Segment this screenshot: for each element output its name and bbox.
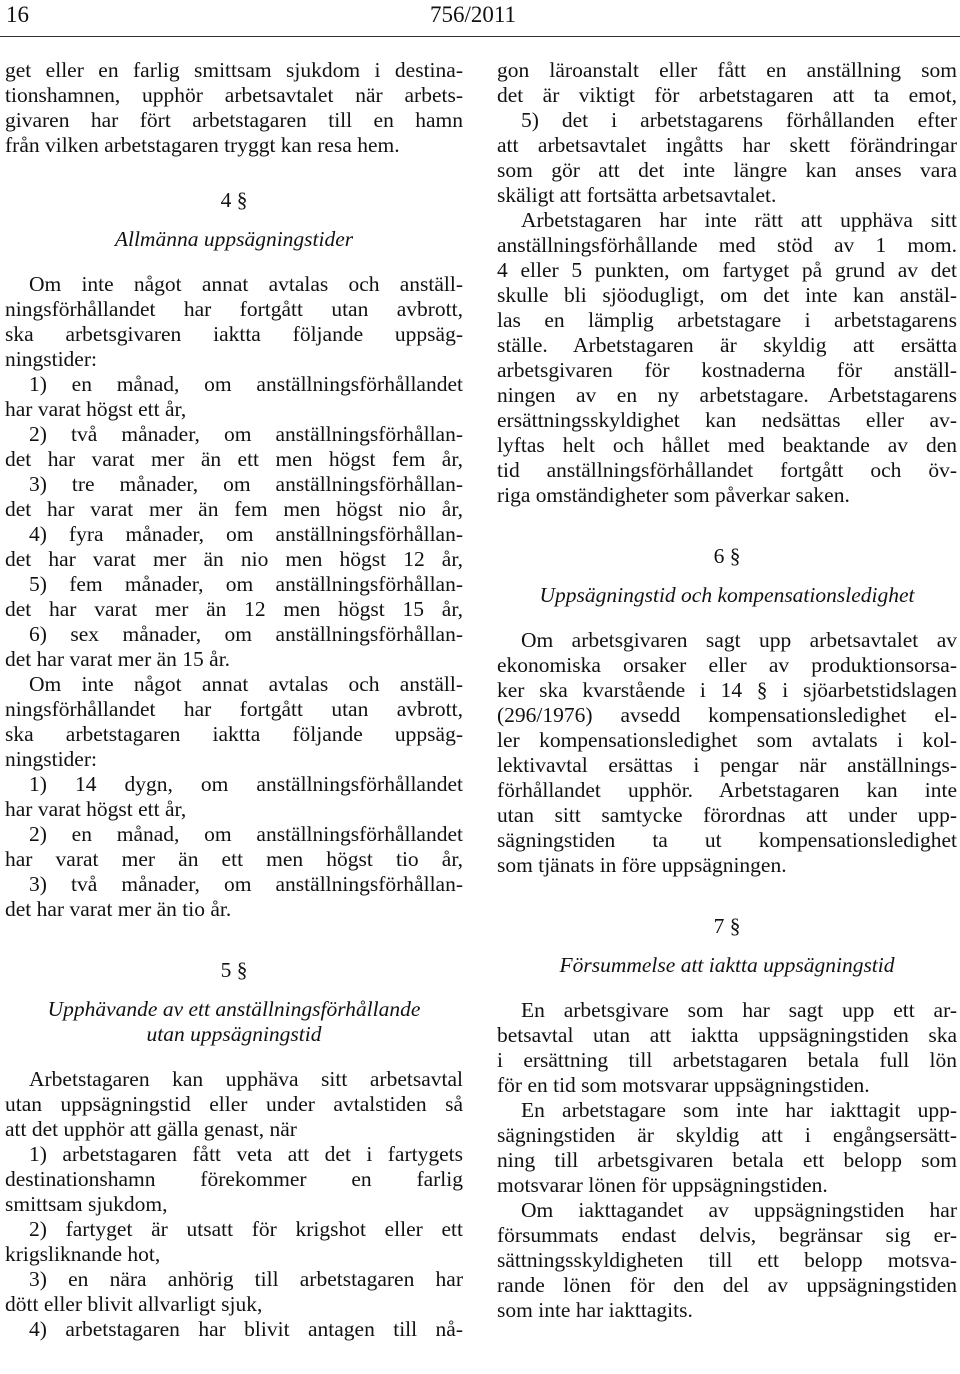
text-line: ersättningsskyldighet kan nedsättas eller av- bbox=[497, 408, 957, 432]
text-line: Arbetstagaren har inte rätt att upphäva sitt bbox=[521, 208, 957, 232]
paragraph-2 bbox=[497, 208, 957, 508]
text-line: sägningstiden ta ut kompensationsledighet bbox=[497, 828, 957, 852]
text-line: En arbetstagare som inte har iakttagit upp- bbox=[521, 1098, 957, 1122]
text-line: i ersättning till arbetstagaren betala full lön bbox=[497, 1048, 957, 1072]
left-column bbox=[5, 58, 463, 1342]
text-line: ningsförhållandet har fortgått utan avbrott, bbox=[5, 297, 463, 321]
text-line: 2) en månad, om anställningsförhållandet bbox=[29, 822, 463, 846]
section-7-paragraph-2 bbox=[497, 1098, 957, 1198]
text-line: 1) arbetstagaren fått veta att det i fartygets bbox=[29, 1142, 463, 1166]
text-line: tionshamnen, upphör arbetsavtalet när arbets- bbox=[5, 83, 463, 107]
text-line: (296/1976) avsedd kompensationsledighet el- bbox=[497, 703, 957, 727]
paragraph-continued bbox=[497, 58, 957, 208]
text-line: motsvarar lönen för uppsägningstiden. bbox=[497, 1173, 828, 1197]
text-line: krigsliknande hot, bbox=[5, 1242, 161, 1266]
text-line: ler kompensationsledighet som avtalats i kol- bbox=[497, 728, 957, 752]
section-7-paragraph-1 bbox=[497, 998, 957, 1098]
text-line: utan uppsägningstid eller under avtalstiden så bbox=[5, 1092, 463, 1116]
section-7-paragraph-3 bbox=[497, 1198, 957, 1323]
section-4-title: Allmänna uppsägningstider bbox=[114, 227, 354, 251]
text-line: ska arbetsgivaren iaktta följande uppsäg- bbox=[5, 322, 463, 346]
text-line: givaren har fört arbetstagaren till en hamn bbox=[5, 108, 463, 132]
text-line: las en lämplig arbetstagare i arbetstagarens bbox=[497, 308, 957, 332]
text-line: 2) fartyget är utsatt för krigshot eller ett bbox=[29, 1217, 463, 1241]
text-line: En arbetsgivare som har sagt upp ett ar- bbox=[521, 998, 957, 1022]
text-line: ningstider: bbox=[5, 347, 97, 371]
text-line: som tjänats in före uppsägningen. bbox=[497, 853, 787, 877]
text-line: 5) fem månader, om anställningsförhållan- bbox=[29, 572, 463, 596]
paragraph-intro bbox=[5, 58, 463, 158]
text-line: Om arbetsgivaren sagt upp arbetsavtalet av bbox=[521, 628, 957, 652]
text-line: sättningsskyldigheten till ett belopp motsva- bbox=[497, 1248, 957, 1272]
page-number: 16 bbox=[6, 2, 29, 27]
text-line: ker ska kvarstående i 14 § i sjöarbetstidslagen bbox=[497, 678, 957, 702]
text-line: 4 eller 5 punkten, om fartyget på grund av det bbox=[497, 258, 957, 282]
page-header bbox=[0, 0, 960, 40]
text-line: Om inte något annat avtalas och anställ- bbox=[29, 272, 463, 296]
text-line: försummats endast delvis, begränsar sig er- bbox=[497, 1223, 957, 1247]
text-line: riga omständigheter som påverkar saken. bbox=[497, 483, 850, 507]
text-line: ningstider: bbox=[5, 747, 97, 771]
header-rule bbox=[0, 36, 960, 37]
text-line: utan sitt samtycke förordnas att under upp- bbox=[497, 803, 957, 827]
text-line: det har varat mer än 12 men högst 15 år, bbox=[5, 597, 463, 621]
text-line: det har varat mer än fem men högst nio år, bbox=[5, 497, 463, 521]
section-7-number: 7 § bbox=[713, 914, 741, 938]
text-line: lektivavtal ersättas i pengar när anställnings- bbox=[497, 753, 957, 777]
text-line: ning till arbetsgivaren betala ett belopp som bbox=[497, 1148, 957, 1172]
text-line: 3) en nära anhörig till arbetstagaren har bbox=[29, 1267, 463, 1291]
text-line: Om iakttagandet av uppsägningstiden har bbox=[521, 1198, 957, 1222]
text-line: Om inte något annat avtalas och anställ- bbox=[29, 672, 463, 696]
text-line: att arbetsavtalet ingåtts har skett förändringar bbox=[497, 133, 957, 157]
text-line: ställe. Arbetstagaren är skyldig att ersätta bbox=[497, 333, 957, 357]
text-line: 2) två månader, om anställningsförhållan- bbox=[29, 422, 463, 446]
text-line: ningen av en ny arbetstagare. Arbetstagarens bbox=[497, 383, 957, 407]
section-7-title: Försummelse att iaktta uppsägningstid bbox=[559, 953, 895, 977]
text-line: från vilken arbetstagaren tryggt kan resa hem. bbox=[5, 133, 400, 157]
text-line: arbetsgivaren för kostnaderna för anställ- bbox=[497, 358, 957, 382]
section-5-paragraph-1 bbox=[5, 1067, 463, 1342]
text-line: ningsförhållandet har fortgått utan avbrott, bbox=[5, 697, 463, 721]
text-line: 4) fyra månader, om anställningsförhållan- bbox=[29, 522, 463, 546]
text-line: det har varat mer än ett men högst fem år, bbox=[5, 447, 463, 471]
text-line: gon läroanstalt eller fått en anställning som bbox=[497, 58, 957, 82]
section-6-number: 6 § bbox=[713, 544, 741, 568]
section-5-title-line-2: utan uppsägningstid bbox=[146, 1022, 322, 1046]
text-line: skulle bli sjöodugligt, om det inte kan anstäl- bbox=[497, 283, 957, 307]
text-line: 6) sex månader, om anställningsförhållan- bbox=[29, 622, 463, 646]
text-line: förhållandet upphör. Arbetstagaren kan inte bbox=[497, 778, 957, 802]
text-line: rande lönen för den del av uppsägningstiden bbox=[497, 1273, 957, 1297]
text-line: ekonomiska orsaker eller av produktionsorsa- bbox=[497, 653, 957, 677]
section-5-number: 5 § bbox=[220, 958, 248, 982]
text-line: skäligt att fortsätta arbetsavtalet. bbox=[497, 183, 777, 207]
text-line: 4) arbetstagaren har blivit antagen till nå- bbox=[29, 1317, 463, 1341]
section-5-title-line-1: Upphävande av ett anställningsförhållande bbox=[47, 997, 421, 1021]
text-line: 5) det i arbetstagarens förhållanden efter bbox=[521, 108, 957, 132]
text-line: det har varat mer än tio år. bbox=[5, 897, 232, 921]
text-line: att det upphör att gälla genast, när bbox=[5, 1117, 297, 1141]
text-line: get eller en farlig smittsam sjukdom i destina- bbox=[5, 58, 463, 82]
text-line: har varat högst ett år, bbox=[5, 397, 187, 421]
text-line: det är viktigt för arbetstagaren att ta emot, bbox=[497, 83, 957, 107]
text-line: har varat högst ett år, bbox=[5, 797, 187, 821]
text-line: tid anställningsförhållandet fortgått och öv- bbox=[497, 458, 957, 482]
section-6-paragraph-1 bbox=[497, 628, 957, 878]
text-line: ska arbetstagaren iaktta följande uppsäg- bbox=[5, 722, 463, 746]
section-4-number: 4 § bbox=[220, 188, 248, 212]
text-line: sägningstiden är skyldig att i engångsersätt- bbox=[497, 1123, 957, 1147]
text-line: dött eller blivit allvarligt sjuk, bbox=[5, 1292, 263, 1316]
text-line: 3) två månader, om anställningsförhållan- bbox=[29, 872, 463, 896]
section-6-title: Uppsägningstid och kompensationsledighet bbox=[539, 583, 915, 607]
text-line: smittsam sjukdom, bbox=[5, 1192, 168, 1216]
text-line: 3) tre månader, om anställningsförhållan- bbox=[29, 472, 463, 496]
text-line: anställningsförhållande med stöd av 1 mom. bbox=[497, 233, 957, 257]
text-line: har varat mer än ett men högst tio år, bbox=[5, 847, 463, 871]
text-line: betsavtal utan att iaktta uppsägningstiden ska bbox=[497, 1023, 957, 1047]
text-line: som gör att det inte längre kan anses vara bbox=[497, 158, 957, 182]
text-line: 1) en månad, om anställningsförhållandet bbox=[29, 372, 463, 396]
text-line: lyftas helt och hållet med beaktande av den bbox=[497, 433, 957, 457]
document-id: 756/2011 bbox=[430, 2, 517, 27]
right-column bbox=[497, 58, 957, 1323]
section-4-paragraph-1 bbox=[5, 272, 463, 672]
text-line: destinationshamn förekommer en farlig bbox=[5, 1167, 463, 1191]
text-line: det har varat mer än 15 år. bbox=[5, 647, 231, 671]
text-line: som inte har iakttagits. bbox=[497, 1298, 693, 1322]
section-4-paragraph-2 bbox=[5, 672, 463, 922]
text-line: Arbetstagaren kan upphäva sitt arbetsavtal bbox=[29, 1067, 463, 1091]
text-line: för en tid som motsvarar uppsägningstiden. bbox=[497, 1073, 870, 1097]
text-line: det har varat mer än nio men högst 12 år, bbox=[5, 547, 463, 571]
text-line: 1) 14 dygn, om anställningsförhållandet bbox=[29, 772, 463, 796]
